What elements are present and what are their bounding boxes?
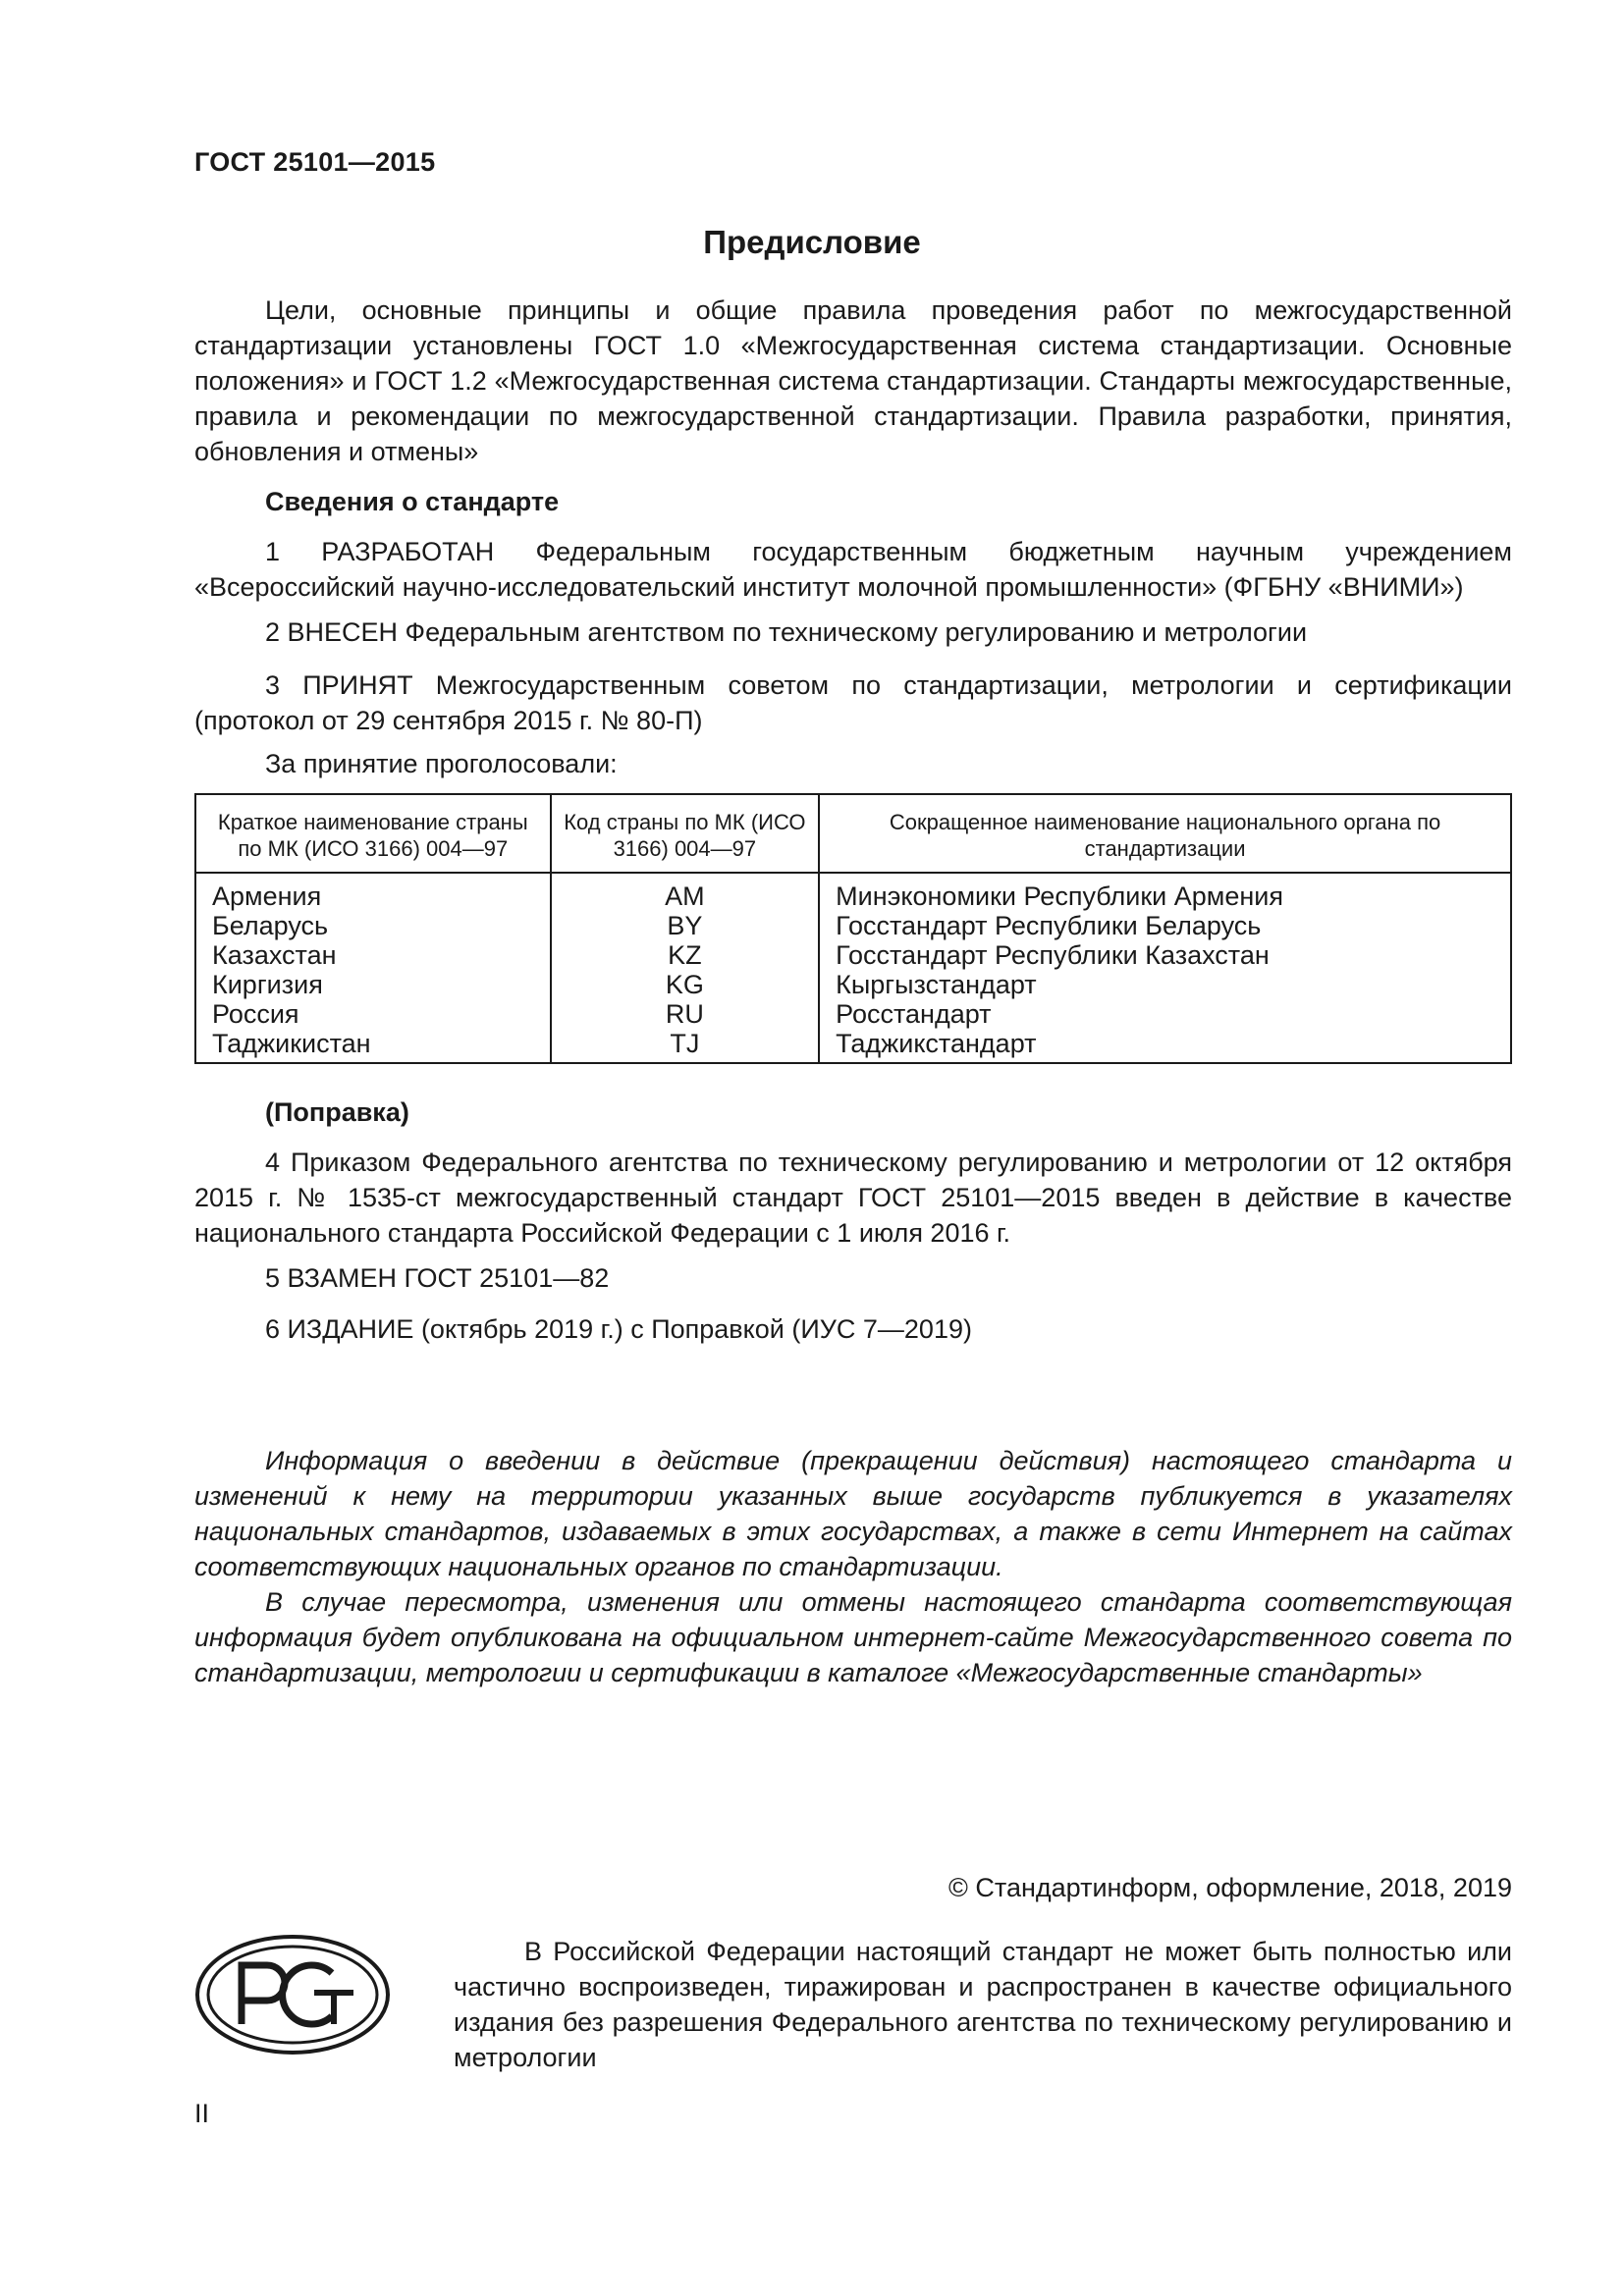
table-row — [195, 999, 1511, 1029]
country-name: Казахстан — [195, 940, 551, 970]
header-national-body: Сокращенное наименование национального органа по стандартизации — [819, 794, 1511, 873]
country-name: Россия — [195, 999, 551, 1029]
item-developed: 1 РАЗРАБОТАН Федеральным государственным бюджетным научным учреждением «Всероссийский научно-исследовательский институт молочной промышленности» (ФГБНУ «ВНИМИ») — [194, 537, 1512, 602]
document-number-header: ГОСТ 25101—2015 — [194, 147, 436, 177]
table-row — [195, 911, 1511, 940]
notice-paragraph-revision: В случае пересмотра, изменения или отмены настоящего стандарта соответствующая информация будет опубликована на официальном интернет-сайте Межгосударственного совета по стандартизации, метрологии и сертификации в каталоге «Межгосударственные стандарты» — [194, 1587, 1512, 1687]
national-body: Кыргызстандарт — [819, 970, 1511, 999]
amendment-heading: (Поправка) — [265, 1097, 409, 1127]
country-code: RU — [551, 999, 820, 1029]
item-edition: 6 ИЗДАНИЕ (октябрь 2019 г.) с Поправкой (ИУС 7—2019) — [265, 1314, 972, 1344]
rights-notice: В Российской Федерации настоящий стандарт не может быть полностью или частично воспроизведен, тиражирован и распространен в качестве официального издания без разрешения Федерального агентства по техническому регулированию и метрологии — [454, 1937, 1512, 2072]
national-body: Госстандарт Республики Казахстан — [819, 940, 1511, 970]
country-code: KZ — [551, 940, 820, 970]
national-body: Госстандарт Республики Беларусь — [819, 911, 1511, 940]
page-number: II — [194, 2099, 210, 2128]
country-name: Киргизия — [195, 970, 551, 999]
national-body: Росстандарт — [819, 999, 1511, 1029]
voted-label: За принятие проголосовали: — [265, 749, 618, 778]
table-header-row — [195, 794, 1511, 873]
country-name: Беларусь — [195, 911, 551, 940]
table-row — [195, 970, 1511, 999]
page-title: Предисловие — [703, 224, 921, 260]
country-name: Таджикистан — [195, 1029, 551, 1063]
country-code: AM — [551, 873, 820, 911]
table-row — [195, 873, 1511, 911]
table-row — [195, 1029, 1511, 1063]
country-code: BY — [551, 911, 820, 940]
notice-paragraph-introduction: Информация о введении в действие (прекращении действия) настоящего стандарта и изменений к нему на территории указанных выше государств публикуется в указателях национальных стандартов, издаваемых в этих государствах, а также в сети Интернет на сайтах соответствующих национальных органов по стандартизации. — [194, 1446, 1512, 1581]
header-country-name: Краткое наименование страны по МК (ИСО 3166) 004—97 — [195, 794, 551, 873]
item-enacted: 4 Приказом Федерального агентства по техническому регулированию и метрологии от 12 октября 2015 г. № 1535-ст межгосударственный стандарт ГОСТ 25101—2015 введен в действие в качестве национального стандарта Российской Федерации с 1 июля 2016 г. — [194, 1148, 1512, 1248]
item-replaces: 5 ВЗАМЕН ГОСТ 25101—82 — [265, 1263, 610, 1293]
national-body: Минэкономики Республики Армения — [819, 873, 1511, 911]
copyright-line: © Стандартинформ, оформление, 2018, 2019 — [948, 1873, 1512, 1902]
country-code: KG — [551, 970, 820, 999]
country-code: TJ — [551, 1029, 820, 1063]
national-body: Таджикстандарт — [819, 1029, 1511, 1063]
item-introduced: 2 ВНЕСЕН Федеральным агентством по техническому регулированию и метрологии — [265, 617, 1308, 647]
country-name: Армения — [195, 873, 551, 911]
rst-logo — [194, 1934, 391, 2060]
table-row — [195, 940, 1511, 970]
voting-countries-table — [194, 793, 1512, 1064]
intro-paragraph: Цели, основные принципы и общие правила проведения работ по межгосударственной стандартизации установлены ГОСТ 1.0 «Межгосударственная система стандартизации. Основные положения» и ГОСТ 1.2 «Межгосударственная система стандартизации. Стандарты межгосударственные, правила и рекомендации по межгосударственной стандартизации. Правила разработки, принятия, обновления и отмены» — [194, 295, 1512, 466]
header-country-code: Код страны по МК (ИСО 3166) 004—97 — [551, 794, 820, 873]
item-adopted: 3 ПРИНЯТ Межгосударственным советом по стандартизации, метрологии и сертификации (протокол от 29 сентября 2015 г. № 80-П) — [194, 670, 1512, 735]
about-standard-heading: Сведения о стандарте — [265, 487, 560, 516]
